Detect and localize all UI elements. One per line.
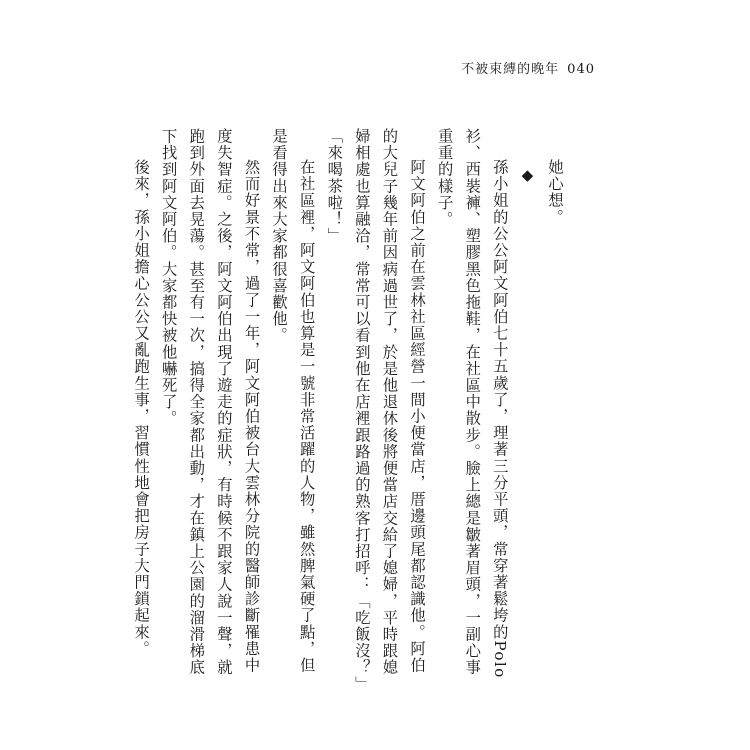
page-number: 040 <box>567 62 595 77</box>
paragraph-3: 在社區裡，阿文阿伯也算是一號非常活躍的人物，雖然脾氣硬了點，但是看得出來大家都很喜歡他。 <box>270 128 316 674</box>
paragraph-1: 孫小姐的公公阿文阿伯七十五歲了，理著三分平頭，常穿著鬆垮的Polo衫、西裝褲、塑膠黑色拖鞋，在社區中散步。臉上總是皺著眉頭，一副心事重重的樣子。 <box>435 128 509 679</box>
section-divider-diamond-icon: ◆ <box>518 166 537 186</box>
paragraph-0: 她心想。 <box>546 158 564 225</box>
paragraph-5: 後來，孫小姐擔心公公又亂跑生事，習慣性地會把房子大門鎖起來。 <box>132 158 151 657</box>
page-body <box>132 128 568 688</box>
running-header <box>461 58 595 77</box>
paragraph-2: 阿文阿伯之前在雲林社區經營一間小便當店，厝邊頭尾都認識他。阿伯的大兒子幾年前因病過世了，於是他退休後將便當店交給了媳婦，平時跟媳婦相處也算融洽，常常可以看到他在店裡跟路過的熟客打招呼：「吃飯沒？」「來喝茶啦！」 <box>325 128 427 685</box>
paragraph-4: 然而好景不常，過了一年，阿文阿伯被台大雲林分院的醫師診斷罹患中度失智症。之後，阿文阿伯出現了遊走的症狀，有時候不跟家人說一聲，就跑到外面去晃蕩。甚至有一次，搞得全家都出動，才在鎮上公園的溜滑梯底下找到阿文阿伯。大家都快被他嚇死了。 <box>159 128 261 676</box>
book-title: 不被束縛的晚年 <box>461 62 560 77</box>
